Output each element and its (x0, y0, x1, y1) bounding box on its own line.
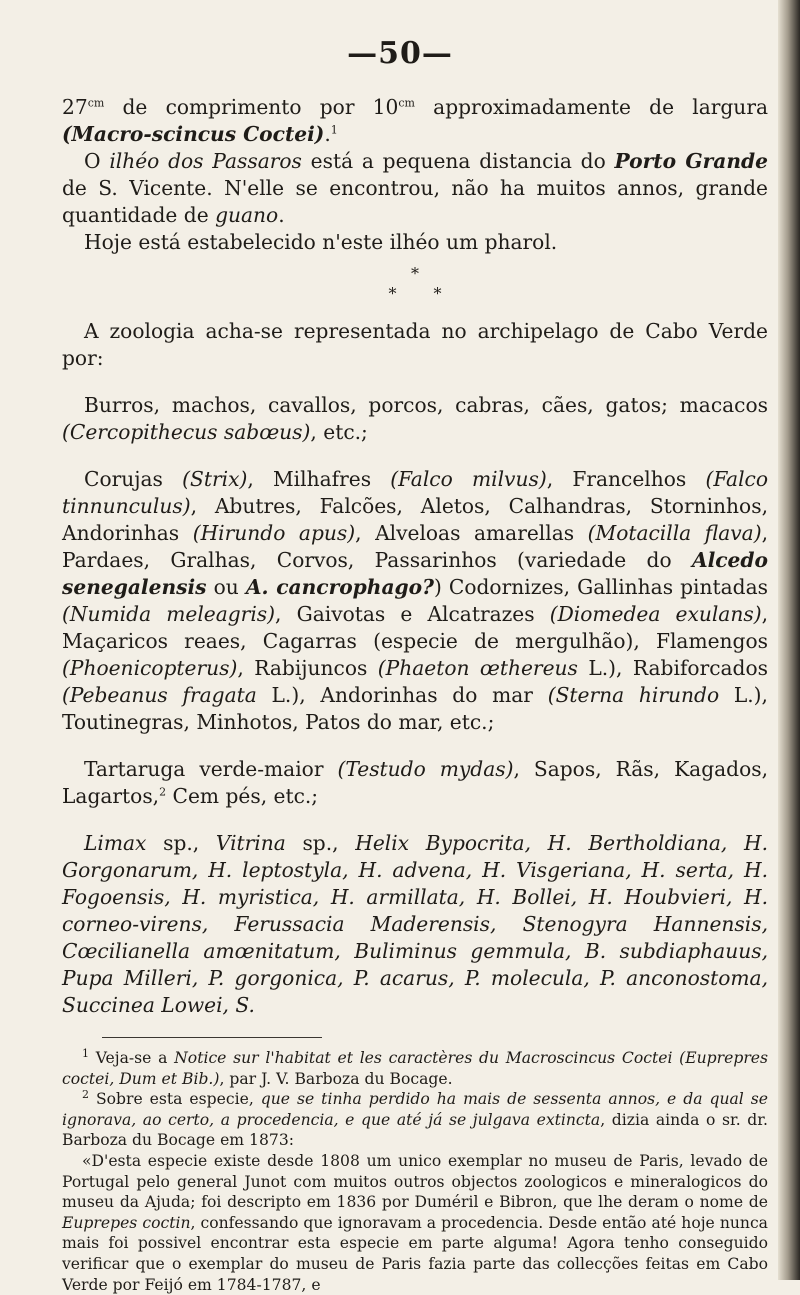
paragraph-2: O ilhéo dos Passaros está a pequena distancia do Porto Grande de S. Vicente. N'elle se encontrou, não ha muitos annos, grande quantidade de guano. (62, 149, 769, 227)
footnote-2: $^2$ Sobre esta especie, que se tinha perdido ha mais de sessenta annos, e da qual se ignorava, ao certo, a procedencia, e que até já se julgava extincta, dizia ainda o sr. dr. Barboza du Bocage em 1873: (62, 1088, 768, 1150)
page-number: —50— (347, 36, 453, 71)
paragraph-5: Burros, machos, cavallos, porcos, cabras, cães, gatos; macacos (Cercopithecus sabœus), etc.; (62, 393, 768, 444)
paragraph-3: Hoje está estabelecido n'este ilhéo um pharol. (84, 230, 558, 254)
paragraph-7: Tartaruga verde-maior (Testudo mydas), Sapos, Rãs, Kagados, Lagartos,$^2$ Cem pés, etc.; (62, 757, 769, 808)
paragraph-1: $27^{cm}$ de comprimento por $10^{cm}$ approximadamente de largura (Macro-scincus Coctei).$^1$ (62, 95, 768, 146)
paragraph-4: A zoologia acha-se representada no archipelago de Cabo Verde por: (62, 319, 768, 370)
paragraph-6: Corujas (Strix), Milhafres (Falco milvus), Francelhos (Falco tinnunculus), Abutres, Falcões, Aletos, Calhandras, Storninhos, Andorinhas (Hirundo apus), Alveloas amarellas (Motacilla flava), Pardaes, Gralhas, Corvos, Passarinhos (variedade do Alcedo senegalensis ou A. cancrophago?) Codornizes, Gallinhas pintadas (Numida meleagris), Gaivotas e Alcatrazes (Diomedea exulans), Maçaricos reaes, Cagarras (especie de mergulhão), Flamengos (Phoenicopterus), Rabijuncos (Phaeton œthereus L.), Rabiforcados (Pebeanus fragata L.), Andorinhas do mar (Sterna hirundo L.), Toutinegras, Minhotos, Patos do mar, etc.; (62, 467, 768, 734)
main-text (62, 94, 768, 1295)
footnote-rule (102, 1037, 322, 1038)
footnote-1: $^1$ Veja-se a Notice sur l'habitat et les caractères du Macroscincus Coctei (Euprepres coctei, Dum et Bib.), par J. V. Barboza du Bocage. (62, 1046, 769, 1088)
footnotes (62, 1048, 768, 1295)
separator-star-right: * (433, 284, 442, 303)
separator-star-left: * (388, 284, 397, 303)
section-separator (62, 264, 768, 304)
footnote-2-quote: «D'esta especie existe desde 1808 um unico exemplar no museu de Paris, levado de Portugal pelo general Junot com muitos outros objectos zoologicos e mineralogicos do museu da Ajuda; foi descripto em 1836 por Duméril e Bibron, que lhe deram o nome de Euprepes coctin, confessando que ignoravam a procedencia. Desde então até hoje nunca mais foi possivel encontrar esta especie em parte alguma! Agora tenho conseguido verificar que o exemplar do museu de Paris fazia parte das collecções feitas em Cabo Verde por Feijó em 1784-1787, e (62, 1151, 768, 1294)
paragraph-8: Limax sp., Vitrina sp., Helix Bypocrita, H. Bertholdiana, H. Gorgonarum, H. leptostyla, H. advena, H. Visgeriana, H. serta, H. Fogoensis, H. myristica, H. armillata, H. Bollei, H. Houbvieri, H. corneo-virens, Ferussacia Maderensis, Stenogyra Hannensis, Cœcilianella amœnitatum, Buliminus gemmula, B. subdiaphauus, Pupa Milleri, P. gorgonica, P. acarus, P. molecula, P. anconostoma, Succinea Lowei, S. (62, 831, 769, 1017)
page-edge-shadow (778, 0, 800, 1280)
separator-star-top: * (411, 264, 419, 283)
